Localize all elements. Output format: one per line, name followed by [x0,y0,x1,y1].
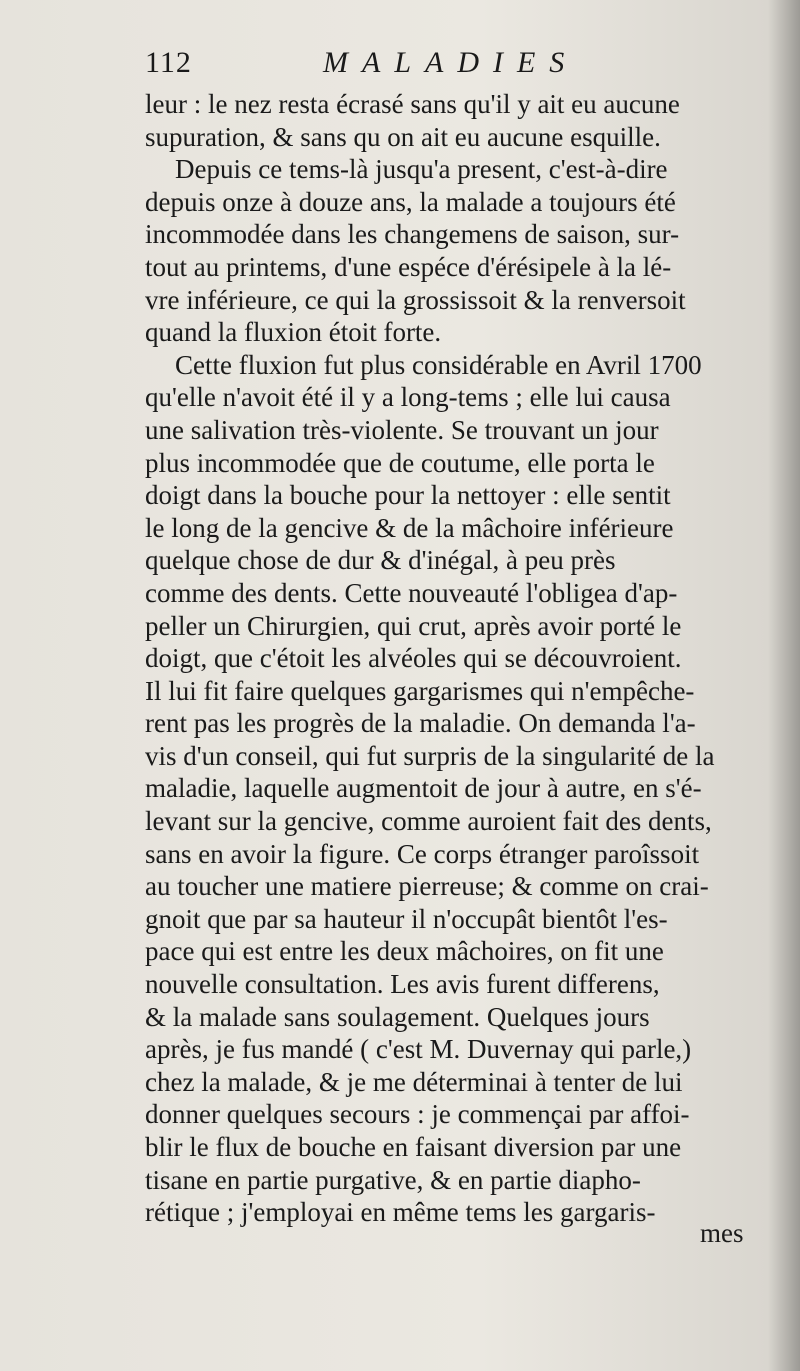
catchword: mes [700,1218,744,1248]
body-text [145,88,785,1229]
text-line: & la malade sans soulagement. Quelques jours [145,1001,650,1032]
text-line: une salivation très-violente. Se trouvant un jour [145,414,659,445]
text-line: incommodée dans les changemens de saison, sur- [145,219,680,250]
text-line: supuration, & sans qu on ait eu aucune esquille. [145,121,661,152]
text-line: rent pas les progrès de la maladie. On demanda l'a- [145,708,696,739]
text-line: au toucher une matiere pierreuse; & comme on crai- [145,871,709,902]
text-line: rétique ; j'employai en même tems les gargaris- [145,1197,656,1228]
page-header [145,46,785,86]
text-line: gnoit que par sa hauteur il n'occupât bientôt l'es- [145,903,668,934]
text-line: comme des dents. Cette nouveauté l'obligea d'ap- [145,577,678,608]
text-line: leur : le nez resta écrasé sans qu'il y ait eu aucune [145,89,680,119]
text-line: pace qui est entre les deux mâchoires, on fit une [145,936,664,967]
text-line: doigt dans la bouche pour la nettoyer : elle sentit [145,480,671,511]
text-line: sans en avoir la figure. Ce corps étranger paroîssoit [145,838,700,869]
text-line: le long de la gencive & de la mâchoire inférieure [145,512,674,543]
text-line: peller un Chirurgien, qui crut, après avoir porté le [145,610,682,641]
text-line: vis d'un conseil, qui fut surpris de la singularité de la [145,740,715,771]
text-line: quand la fluxion étoit forte. [145,317,442,348]
text-line: Cette fluxion fut plus considérable en Avril 1700 [175,349,702,380]
text-line: qu'elle n'avoit été il y a long-tems ; elle lui causa [145,382,671,413]
running-title: MALADIES [323,46,579,79]
page-number: 112 [145,46,192,79]
text-line: après, je fus mandé ( c'est M. Duvernay qui parle,) [145,1034,692,1065]
text-line: blir le flux de bouche en faisant diversion par une [145,1132,682,1162]
text-line: Depuis ce tems-là jusqu'a present, c'est-à-dire [175,154,668,185]
text-line: plus incommodée que de coutume, elle porta le [145,447,655,478]
text-line: tisane en partie purgative, & en partie diapho- [145,1164,641,1195]
text-line: maladie, laquelle augmentoit de jour à autre, en s'é- [145,773,702,804]
text-line: tout au printems, d'une espéce d'érésipele à la lé- [145,251,672,282]
text-line: donner quelques secours : je commençai par affoi- [145,1099,690,1130]
text-line: Il lui fit faire quelques gargarismes qui n'empêche- [145,675,695,706]
text-line: doigt, que c'étoit les alvéoles qui se découvroient. [145,643,682,674]
text-line: vre inférieure, ce qui la grossissoit & la renversoit [145,284,686,315]
text-line: chez la malade, & je me déterminai à tenter de lui [145,1066,683,1097]
text-line: quelque chose de dur & d'inégal, à peu près [145,545,616,576]
text-line: levant sur la gencive, comme auroient fait des dents, [145,806,712,837]
text-line: nouvelle consultation. Les avis furent differens, [145,969,660,1000]
text-line: depuis onze à douze ans, la malade a toujours été [145,186,676,217]
